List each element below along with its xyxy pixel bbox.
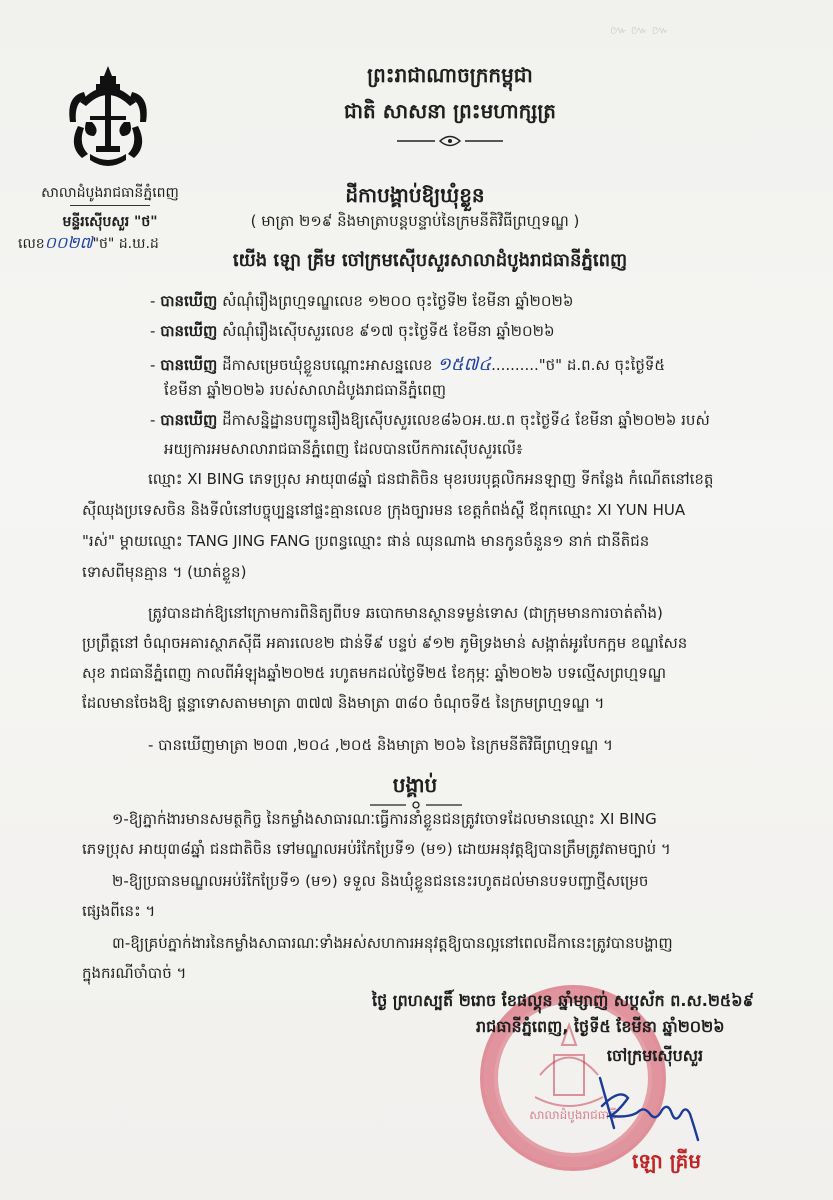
order-1: ១-ឱ្យភ្នាក់ងារមានសមត្ថកិច្ច នៃកម្លាំងសាធារណៈធ្វើការនាំខ្លួនជនត្រូវចោទដែលមានឈ្មោះ XI BING [112, 810, 657, 828]
charge-line: ប្រព្រឹត្តនៅ ចំណុចអគារស្ថាភស៊ីធី អគារលេខ២ ជាន់ទី៩ បន្ទប់ ៩១២ ភូមិទ្រងមាន់ សង្កាត់អូរបែកក្អម ខណ្ឌសែន [82, 634, 688, 652]
accused-line: ឈ្មោះ XI BING ភេទប្រុស អាយុ៣៨ឆ្នាំ ជនជាតិចិន មុខរបរបុគ្គលិកអនឡាញ ទីកន្លែង កំណើតនៅខេត្ត [148, 470, 714, 488]
order-heading: បង្គាប់ [392, 773, 438, 797]
charge-line: ដែលមានចែងឱ្យ ផ្ដន្ទាទោសតាមមាត្រា ៣៧៧ និងមាត្រា ៣៨០ ចំណុចទី៥ នៃក្រមព្រហ្មទណ្ឌ ។ [82, 694, 605, 712]
whereas-label: បានឃើញ [160, 411, 218, 429]
lunar-date: ថ្ងៃ ព្រហស្បតិ៍ ២រោច ខែផល្គុន ឆ្នាំម្សាញ់ សប្តស័ក ព.ស.២៥៦៩ [372, 991, 754, 1010]
whereas-2: - បានឃើញ សំណុំរឿងស៊ើបសួរលេខ ៩១៧ ចុះថ្ងៃទី៥ ខែមីនា ឆ្នាំ២០២៦ [150, 322, 555, 340]
ornament-divider-icon [395, 134, 505, 148]
document-title: ដីកាបង្គាប់ឱ្យឃុំខ្លួន [345, 183, 485, 207]
whereas-4: - បានឃើញ ដីកាសន្និដ្ឋានបញ្ជូនរឿងឱ្យស៊ើបសួរលេខ៨៦០អ.យ.ព ចុះថ្ងៃទី៤ ខែមីនា ឆ្នាំ២០២៦ របស់ [150, 411, 710, 429]
whereas-text: សំណុំរឿងស៊ើបសួរលេខ ៩១៧ ចុះថ្ងៃទី៥ ខែមីនា ឆ្នាំ២០២៦ [222, 322, 555, 340]
accused-line: "រស់" ម្ដាយឈ្មោះ TANG JING FANG ប្រពន្ធឈ្មោះ ផាន់ ឈុនណាង មានកូនចំនួន១ នាក់ ជានីតិជន [82, 532, 650, 550]
ref-suffix: "ថ" ដ.ឃ.ដ [92, 236, 159, 252]
whereas-label: បានឃើញ [160, 356, 218, 374]
whereas-3-cont: ខែមីនា ឆ្នាំ២០២៦ របស់សាលាដំបូងរាជធានីភ្នំពេញ [164, 381, 446, 399]
court-name: សាលាដំបូងរាជធានីភ្នំពេញ [41, 185, 179, 201]
order-3-cont: ក្នុងករណីចាំបាច់ ។ [82, 964, 187, 982]
whereas-1: - បានឃើញ សំណុំរឿងព្រហ្មទណ្ឌលេខ ១២០០ ចុះថ្ងៃទី២ ខែមីនា ឆ្នាំ២០២៦ [150, 292, 574, 310]
seen-articles: - បានឃើញមាត្រា ២០៣ ,២០៤ ,២០៥ និងមាត្រា ២០៦ នៃក្រមនីតិវិធីព្រហ្មទណ្ឌ ។ [148, 736, 614, 754]
whereas-4-cont: អយ្យការអមសាលារាជធានីភ្នំពេញ ដែលបានបើកការស៊ើបសួរលើ៖ [164, 440, 523, 458]
whereas-text-after: .........."ថ" ដ.ព.ស ចុះថ្ងៃទី៥ [491, 356, 665, 374]
place-date: រាជធានីភ្នំពេញ, ថ្ងៃទី៥ ខែមីនា ឆ្នាំ២០២៦ [476, 1017, 725, 1036]
whereas-label: បានឃើញ [160, 292, 218, 310]
order-3: ៣-ឱ្យគ្រប់ភ្នាក់ងារនៃកម្លាំងសាធារណៈទាំងអស់សហការអនុវត្តឱ្យបានល្អនៅពេលដីកានេះត្រូវបានបង្ហាញ [112, 934, 673, 952]
whereas-text: ដីកាសម្រេចឃុំខ្លួនបណ្ដោះអាសន្នលេខ [222, 356, 433, 374]
accused-line: ទោសពីមុនគ្មាន ។ (ឃាត់ខ្លួន) [82, 563, 247, 581]
ref-handwritten: ០០២៧ [44, 233, 93, 252]
whereas-3: - បានឃើញ ដីកាសម្រេចឃុំខ្លួនបណ្ដោះអាសន្នលេខ ១៥៧៤.........."ថ" ដ.ព.ស ចុះថ្ងៃទី៥ [150, 354, 665, 375]
handwritten-number: ១៥៧៤ [437, 354, 492, 375]
issuer-line: យើង ឡោ គ្រីម ចៅក្រមស៊ើបសួរសាលាដំបូងរាជធានីភ្នំពេញ [232, 250, 628, 271]
divider [70, 205, 150, 206]
whereas-text: ដីកាសន្និដ្ឋានបញ្ជូនរឿងឱ្យស៊ើបសួរលេខ៨៦០អ.យ.ព ចុះថ្ងៃទី៤ ខែមីនា ឆ្នាំ២០២៦ របស់ [222, 411, 710, 429]
accused-line: ស៊ីឈុងប្រទេសចិន និងទីលំនៅបច្ចុប្បន្ននៅផ្ទះគ្មានលេខ ក្រុងច្បារមន ខេត្តកំពង់ស្ពឺ ឪពុកឈ្មោះ XI YUN HUA [82, 501, 686, 519]
kingdom-heading: ព្រះរាជាណាចក្រកម្ពុជា [367, 63, 533, 87]
bleed-through-text: ៚ ៚ ៚ [610, 23, 669, 37]
order-1-cont: ភេទប្រុស អាយុ៣៨ឆ្នាំ ជនជាតិចិន ទៅមណ្ឌលអប់រំកែប្រែទី១ (ម១) ដោយអនុវត្តឱ្យបានត្រឹមត្រូវតាមច្បាប់ ។ [82, 840, 671, 858]
ornament-divider-icon [368, 800, 464, 810]
whereas-text: សំណុំរឿងព្រហ្មទណ្ឌលេខ ១២០០ ចុះថ្ងៃទី២ ខែមីនា ឆ្នាំ២០២៦ [222, 292, 574, 310]
ref-prefix: លេខ [18, 236, 45, 252]
signatory-title: ចៅក្រមស៊ើបសួរ [606, 1046, 704, 1065]
stamp-text: សាលាដំបូងរាជធានី [529, 1108, 617, 1122]
signatory-name: ឡោ គ្រីម [632, 1149, 702, 1173]
legal-basis: ( មាត្រា ២១៩ និងមាត្រាបន្តបន្ទាប់នៃក្រមនីតិវិធីព្រហ្មទណ្ឌ ) [250, 212, 580, 230]
national-motto: ជាតិ សាសនា ព្រះមហាក្សត្រ [344, 99, 556, 123]
royal-emblem-icon [60, 62, 156, 174]
charge-line: ត្រូវបានដាក់ឱ្យនៅក្រោមការពិនិត្យពីបទ ឆបោកមានស្ថានទម្ងន់ទោស (ជាក្រុមមានការចាត់តាំង) [148, 604, 663, 622]
handwritten-signature [580, 1068, 710, 1148]
order-2: ២-ឱ្យប្រធានមណ្ឌលអប់រំកែប្រែទី១ (ម១) ទទួល និងឃុំខ្លួនជននេះរហូតដល់មានបទបញ្ជាថ្មីសម្រេច [112, 872, 649, 890]
whereas-label: បានឃើញ [160, 322, 218, 340]
charge-line: សុខ រាជធានីភ្នំពេញ កាលពីអំឡុងឆ្នាំ២០២៥ រហូតមកដល់ថ្ងៃទី២៥ ខែកុម្ភៈ ឆ្នាំ២០២៦ បទល្មើសព្រហ្មទណ្ឌ [82, 664, 667, 682]
office-name: មន្ទីរស៊ើបសួរ "ថ" [62, 214, 158, 230]
order-2-cont: ផ្សេងពីនេះ ។ [82, 902, 156, 920]
